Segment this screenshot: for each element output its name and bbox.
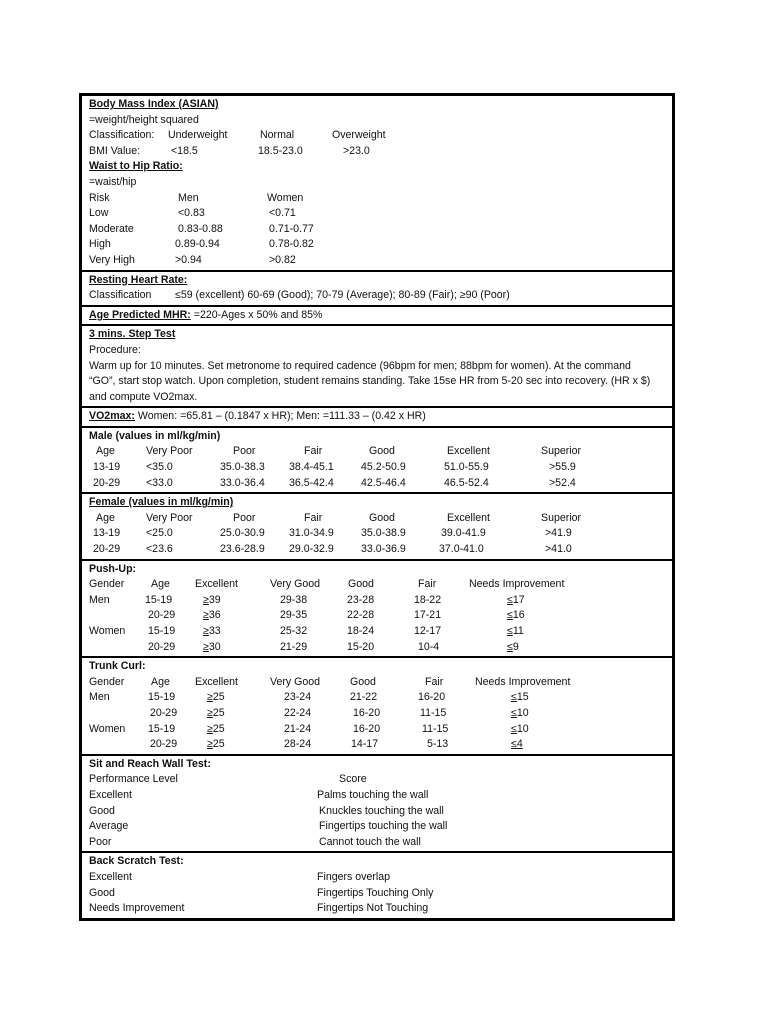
curl-gender: Men [89, 691, 110, 704]
female-cell: 20-29 [93, 543, 121, 556]
ge-sign: ≥ [203, 625, 209, 637]
whr-title: Waist to Hip Ratio: [89, 160, 183, 173]
male-header: Very Poor [146, 445, 193, 458]
bmi-class-label: Classification: [89, 129, 155, 142]
ge-sign: ≥ [459, 289, 466, 302]
reach-header: Score [339, 773, 367, 786]
curl-cell: 28-24 [284, 738, 312, 751]
trunk-curl-section [82, 656, 672, 754]
vo2-title: VO2max: [89, 410, 135, 423]
whr-cell: <0.83 [178, 207, 205, 220]
curl-excellent [207, 737, 225, 753]
curl-gender: Women [89, 722, 126, 735]
pushup-cell: 15-20 [347, 640, 375, 653]
curl-cell: 23-24 [284, 691, 312, 704]
male-cell: 13-19 [93, 461, 121, 474]
female-title: Female (values in ml/kg/min) [89, 496, 234, 509]
pushup-cell: 23-28 [347, 593, 375, 606]
resting-heart-rate-section [82, 270, 672, 305]
le-sign: ≤ [511, 706, 517, 719]
pushup-gender: Men [89, 593, 110, 606]
pushup-needs-value: 16 [512, 609, 525, 622]
female-vo2-section [82, 492, 672, 558]
bmi-value-label: BMI Value: [89, 144, 141, 157]
le-sign: ≤ [507, 593, 513, 606]
reach-header: Performance Level [89, 773, 178, 786]
rhr-values [175, 288, 510, 304]
pushup-gender: Women [89, 625, 126, 637]
mhr-line [89, 308, 322, 324]
curl-cell: 14-17 [351, 738, 379, 751]
curl-excellent-value: 25 [212, 722, 225, 735]
step-title: 3 mins. Step Test [89, 328, 176, 341]
bmi-class: Underweight [168, 129, 228, 142]
pushup-cell: 25-32 [280, 625, 308, 637]
le-sign: ≤ [511, 722, 517, 735]
pushup-needs-value: 9 [512, 640, 519, 653]
whr-cell: 0.78-0.82 [269, 238, 314, 251]
reach-score: Palms touching the wall [317, 788, 429, 801]
curl-age: 15-19 [148, 691, 176, 704]
female-header: Good [369, 511, 395, 524]
curl-needs [511, 690, 529, 706]
whr-cell: 0.83-0.88 [178, 222, 223, 235]
le-sign: ≤ [511, 738, 517, 751]
female-cell: 25.0-30.9 [220, 527, 265, 540]
pushup-excellent [203, 608, 221, 624]
vo2-text: Women: =65.81 – (0.1847 x HR); Men: =111.33 – (0.42 x HR) [134, 410, 426, 423]
pushup-header: Gender [89, 578, 125, 591]
curl-header: Age [151, 675, 170, 688]
curl-excellent-value: 25 [212, 738, 225, 751]
pushup-excellent-value: 39 [208, 593, 221, 606]
mhr-title: Age Predicted MHR: [89, 308, 191, 321]
bmi-value: <18.5 [171, 144, 198, 157]
le-sign: ≤ [511, 691, 517, 704]
curl-needs [511, 722, 529, 738]
pushup-header: Needs Improvement [469, 578, 565, 591]
curl-excellent [207, 722, 225, 738]
bmi-class: Overweight [332, 129, 386, 142]
scratch-title: Back Scratch Test: [89, 855, 184, 868]
reach-score: Fingertips touching the wall [319, 820, 448, 833]
ge-sign: ≥ [207, 691, 213, 704]
male-cell: <35.0 [146, 461, 173, 474]
male-cell: 38.4-45.1 [289, 461, 334, 474]
curl-header: Needs Improvement [475, 675, 571, 688]
curl-age: 20-29 [150, 706, 178, 719]
reach-score: Knuckles touching the wall [319, 804, 444, 817]
female-cell: 35.0-38.9 [361, 527, 406, 540]
curl-cell: 21-24 [284, 722, 312, 735]
whr-cell: 0.89-0.94 [175, 238, 220, 251]
pushup-needs [507, 624, 524, 640]
whr-cell: High [89, 238, 111, 251]
pushup-excellent [203, 593, 221, 609]
male-header: Poor [233, 445, 256, 458]
rhr-label: Classification [89, 289, 152, 302]
male-cell: 35.0-38.3 [220, 461, 265, 474]
rhr-text-2: 90 (Poor) [465, 289, 510, 302]
curl-header: Gender [89, 675, 125, 688]
male-cell: 51.0-55.9 [444, 461, 489, 474]
female-cell: <25.0 [146, 527, 173, 540]
curl-age: 15-19 [148, 722, 176, 735]
reach-level: Excellent [89, 788, 132, 801]
reach-title: Sit and Reach Wall Test: [89, 757, 211, 770]
curl-cell: 22-24 [284, 706, 312, 719]
female-header: Excellent [447, 511, 490, 524]
male-cell: >55.9 [549, 461, 576, 474]
rhr-title: Resting Heart Rate: [89, 273, 188, 286]
bmi-title: Body Mass Index (ASIAN) [89, 98, 219, 110]
sit-and-reach-section [82, 754, 672, 852]
curl-cell: 16-20 [353, 706, 381, 719]
male-cell: 42.5-46.4 [361, 476, 406, 489]
whr-cell: Low [89, 207, 109, 220]
ge-sign: ≥ [203, 640, 209, 653]
curl-cell: 16-20 [353, 722, 381, 735]
pushup-excellent-value: 30 [208, 640, 221, 653]
pushup-title: Push-Up: [89, 562, 137, 575]
curl-header: Very Good [270, 675, 321, 688]
male-header: Fair [304, 445, 323, 458]
bmi-value: >23.0 [343, 144, 370, 157]
female-cell: 39.0-41.9 [441, 527, 486, 540]
pushup-cell: 18-24 [347, 625, 375, 637]
le-sign: ≤ [507, 609, 513, 622]
rhr-text-1: 59 (excellent) 60-69 (Good); 70-79 (Average); 80-89 (Fair); [180, 289, 460, 302]
female-cell: >41.0 [545, 543, 572, 556]
pushup-header: Very Good [270, 578, 321, 591]
female-header: Superior [541, 511, 582, 524]
mhr-text: =220-Ages x 50% and 85% [190, 308, 323, 321]
male-header: Superior [541, 445, 582, 458]
pushup-cell: 22-28 [347, 609, 375, 622]
pushup-cell: 21-29 [280, 640, 308, 653]
male-header: Good [369, 445, 395, 458]
pushup-excellent-value: 33 [208, 625, 221, 637]
max-heart-rate-section [82, 305, 672, 325]
female-cell: <23.6 [146, 543, 173, 556]
vo2-line [89, 409, 426, 425]
curl-cell: 5-13 [427, 738, 449, 751]
curl-needs [511, 737, 523, 753]
male-cell: 20-29 [93, 476, 121, 489]
female-header: Very Poor [146, 511, 193, 524]
curl-needs-value: 15 [516, 691, 529, 704]
fitness-reference-sheet [79, 93, 675, 921]
pushup-age: 20-29 [148, 640, 176, 653]
bmi-value: 18.5-23.0 [258, 144, 303, 157]
whr-cell: Moderate [89, 222, 134, 235]
ge-sign: ≥ [203, 609, 209, 622]
curl-title: Trunk Curl: [89, 660, 146, 673]
scratch-level: Good [89, 886, 115, 899]
ge-sign: ≥ [207, 738, 213, 751]
curl-needs-value: 10 [516, 706, 529, 719]
scratch-level: Excellent [89, 870, 132, 883]
scratch-level: Needs Improvement [89, 902, 185, 915]
curl-cell: 16-20 [418, 691, 446, 704]
female-cell: 13-19 [93, 527, 121, 540]
pushup-needs-value: 17 [512, 593, 525, 606]
female-cell: 37.0-41.0 [439, 543, 484, 556]
pushup-excellent [203, 624, 221, 640]
female-cell: 33.0-36.9 [361, 543, 406, 556]
whr-cell: >0.82 [269, 253, 296, 266]
female-header: Poor [233, 511, 256, 524]
ge-sign: ≥ [207, 706, 213, 719]
pushup-age: 15-19 [145, 593, 173, 606]
pushup-needs [507, 640, 519, 656]
female-cell: 29.0-32.9 [289, 543, 334, 556]
curl-excellent [207, 706, 225, 722]
curl-header: Good [350, 675, 376, 688]
female-cell: 23.6-28.9 [220, 543, 265, 556]
curl-excellent-value: 25 [212, 691, 225, 704]
curl-cell: 21-22 [350, 691, 378, 704]
pushup-needs [507, 593, 525, 609]
bmi-class: Normal [260, 129, 295, 142]
pushup-cell: 29-38 [280, 593, 308, 606]
pushup-cell: 29-35 [280, 609, 308, 622]
curl-needs [511, 706, 529, 722]
male-header: Age [96, 445, 115, 458]
pushup-header: Fair [418, 578, 437, 591]
whr-cell: 0.71-0.77 [269, 222, 314, 235]
male-cell: 33.0-36.4 [220, 476, 265, 489]
whr-header: Women [267, 191, 304, 204]
pushup-excellent-value: 36 [208, 609, 221, 622]
le-sign: ≤ [507, 640, 513, 653]
reach-level: Good [89, 804, 115, 817]
le-sign: ≤ [507, 625, 513, 637]
pushup-excellent [203, 640, 221, 656]
whr-header: Men [178, 191, 199, 204]
curl-excellent-value: 25 [212, 706, 225, 719]
scratch-result: Fingers overlap [317, 870, 391, 883]
whr-cell: Very High [89, 253, 135, 266]
scratch-result: Fingertips Touching Only [317, 886, 434, 899]
le-sign: ≤ [175, 289, 181, 302]
curl-age: 20-29 [150, 738, 178, 751]
male-title: Male (values in ml/kg/min) [89, 429, 221, 442]
pushup-header: Excellent [195, 578, 238, 591]
pushup-age: 15-19 [148, 625, 176, 637]
pushup-header: Good [348, 578, 374, 591]
male-cell: >52.4 [549, 476, 576, 489]
male-vo2-section [82, 426, 672, 492]
male-cell: <33.0 [146, 476, 173, 489]
male-cell: 36.5-42.4 [289, 476, 334, 489]
ge-sign: ≥ [207, 722, 213, 735]
reach-level: Poor [89, 835, 112, 848]
pushup-needs [507, 608, 525, 624]
female-cell: >41.9 [545, 527, 572, 540]
pushup-header: Age [151, 578, 170, 591]
male-header: Excellent [447, 445, 490, 458]
pushup-cell: 10-4 [418, 640, 440, 653]
scratch-result: Fingertips Not Touching [317, 902, 429, 915]
male-cell: 46.5-52.4 [444, 476, 489, 489]
curl-cell: 11-15 [420, 706, 447, 719]
whr-cell: <0.71 [269, 207, 296, 220]
back-scratch-section [82, 851, 672, 917]
curl-cell: 11-15 [422, 722, 449, 735]
male-cell: 45.2-50.9 [361, 461, 406, 474]
step-test-section [82, 324, 672, 406]
push-up-section [82, 559, 672, 657]
reach-level: Average [89, 820, 129, 833]
ge-sign: ≥ [203, 593, 209, 606]
female-header: Age [96, 511, 115, 524]
whr-header: Risk [89, 191, 110, 204]
bmi-formula: =weight/height squared [89, 113, 199, 126]
step-procedure-text: Warm up for 10 minutes. Set metronome to required cadence (96bpm for men; 88bpm for women). At the command “GO”, start stop watch. Upon completion, student remains standing. Take 15se HR from 5-20 sec into recovery. (HR x $) and compute VO2max. [89, 359, 651, 403]
curl-header: Excellent [195, 675, 238, 688]
pushup-needs-value: 11 [512, 625, 524, 637]
curl-needs-value: 10 [516, 722, 529, 735]
female-cell: 31.0-34.9 [289, 527, 334, 540]
curl-excellent [207, 690, 225, 706]
pushup-cell: 18-22 [414, 593, 442, 606]
curl-header: Fair [425, 675, 444, 688]
female-header: Fair [304, 511, 323, 524]
pushup-cell: 12-17 [414, 625, 442, 637]
whr-formula: =waist/hip [89, 175, 137, 188]
whr-cell: >0.94 [175, 253, 202, 266]
curl-needs-value: 4 [516, 738, 523, 751]
pushup-age: 20-29 [148, 609, 176, 622]
pushup-cell: 17-21 [414, 609, 442, 622]
bmi-section [82, 96, 672, 270]
reach-score: Cannot touch the wall [319, 835, 421, 848]
step-procedure-label: Procedure: [89, 343, 141, 356]
vo2max-section [82, 406, 672, 426]
